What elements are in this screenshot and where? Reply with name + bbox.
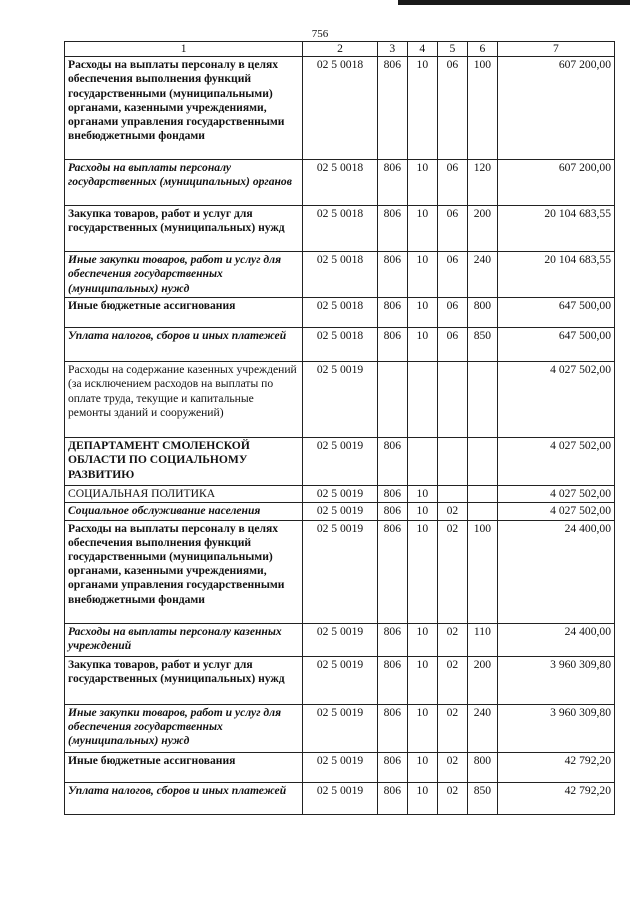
row-grbs: 806 [377, 298, 407, 328]
row-expense-type: 800 [467, 298, 497, 328]
row-target-code: 02 5 0018 [303, 328, 378, 362]
budget-table [64, 41, 615, 815]
row-amount: 42 792,20 [497, 782, 614, 814]
row-target-code: 02 5 0018 [303, 252, 378, 298]
row-expense-type [467, 362, 497, 438]
row-section: 10 [407, 623, 437, 656]
row-target-code: 02 5 0018 [303, 160, 378, 206]
row-expense-type: 200 [467, 206, 497, 252]
row-amount: 647 500,00 [497, 298, 614, 328]
header-col-5: 5 [437, 42, 467, 57]
header-col-4: 4 [407, 42, 437, 57]
table-row [65, 704, 615, 752]
row-amount: 3 960 309,80 [497, 656, 614, 704]
row-subsection: 06 [437, 252, 467, 298]
header-col-7: 7 [497, 42, 614, 57]
row-name: ДЕПАРТАМЕНТ СМОЛЕНСКОЙ ОБЛАСТИ ПО СОЦИАЛЬНОМУ РАЗВИТИЮ [65, 438, 303, 486]
row-amount: 24 400,00 [497, 520, 614, 623]
row-amount: 4 027 502,00 [497, 438, 614, 486]
row-target-code: 02 5 0018 [303, 206, 378, 252]
table-row [65, 486, 615, 503]
row-name: Иные бюджетные ассигнования [65, 298, 303, 328]
row-amount: 3 960 309,80 [497, 704, 614, 752]
row-grbs: 806 [377, 520, 407, 623]
row-target-code: 02 5 0019 [303, 362, 378, 438]
row-section: 10 [407, 298, 437, 328]
row-expense-type: 110 [467, 623, 497, 656]
row-section [407, 438, 437, 486]
row-subsection [437, 486, 467, 503]
row-grbs: 806 [377, 328, 407, 362]
row-expense-type: 850 [467, 782, 497, 814]
row-expense-type: 240 [467, 252, 497, 298]
row-target-code: 02 5 0019 [303, 656, 378, 704]
row-expense-type: 850 [467, 328, 497, 362]
row-section: 10 [407, 520, 437, 623]
row-section: 10 [407, 486, 437, 503]
row-expense-type [467, 503, 497, 520]
row-amount: 607 200,00 [497, 57, 614, 160]
table-row [65, 438, 615, 486]
row-section: 10 [407, 704, 437, 752]
table-row [65, 252, 615, 298]
row-section: 10 [407, 328, 437, 362]
header-col-3: 3 [377, 42, 407, 57]
header-col-1: 1 [65, 42, 303, 57]
row-expense-type: 200 [467, 656, 497, 704]
row-target-code: 02 5 0018 [303, 298, 378, 328]
row-grbs: 806 [377, 623, 407, 656]
row-grbs: 806 [377, 252, 407, 298]
row-grbs: 806 [377, 206, 407, 252]
row-section: 10 [407, 503, 437, 520]
row-amount: 4 027 502,00 [497, 503, 614, 520]
row-amount: 42 792,20 [497, 752, 614, 782]
page-number: 756 [311, 28, 329, 40]
row-grbs: 806 [377, 656, 407, 704]
row-name: Уплата налогов, сборов и иных платежей [65, 328, 303, 362]
row-subsection: 06 [437, 298, 467, 328]
row-grbs: 806 [377, 486, 407, 503]
row-name: Расходы на выплаты персоналу в целях обеспечения выполнения функций государственными (муниципальными) органами, казенными учреждениями, органами управления государственными внебюджетными фондами [65, 520, 303, 623]
row-target-code: 02 5 0019 [303, 520, 378, 623]
row-subsection: 06 [437, 57, 467, 160]
row-section: 10 [407, 752, 437, 782]
row-name: Иные бюджетные ассигнования [65, 752, 303, 782]
table-row [65, 520, 615, 623]
row-amount: 4 027 502,00 [497, 486, 614, 503]
header-col-2: 2 [303, 42, 378, 57]
table-row [65, 57, 615, 160]
row-expense-type [467, 438, 497, 486]
row-expense-type: 100 [467, 57, 497, 160]
row-amount: 20 104 683,55 [497, 206, 614, 252]
row-expense-type: 800 [467, 752, 497, 782]
row-name: Расходы на выплаты персоналу казенных учреждений [65, 623, 303, 656]
row-target-code: 02 5 0019 [303, 704, 378, 752]
row-subsection: 02 [437, 503, 467, 520]
table-row [65, 362, 615, 438]
row-subsection: 02 [437, 656, 467, 704]
row-name: Закупка товаров, работ и услуг для государственных (муниципальных) нужд [65, 206, 303, 252]
row-subsection [437, 362, 467, 438]
row-name: Социальное обслуживание населения [65, 503, 303, 520]
row-target-code: 02 5 0019 [303, 486, 378, 503]
row-section: 10 [407, 57, 437, 160]
row-amount: 20 104 683,55 [497, 252, 614, 298]
row-subsection: 02 [437, 782, 467, 814]
row-name: Расходы на содержание казенных учреждений (за исключением расходов на выплаты по оплате труда, текущие и капитальные ремонты зданий и сооружений) [65, 362, 303, 438]
row-name: Расходы на выплаты персоналу в целях обеспечения выполнения функций государственными (муниципальными) органами, казенными учреждениями, органами управления государственными внебюджетными фондами [65, 57, 303, 160]
header-col-6: 6 [467, 42, 497, 57]
row-section [407, 362, 437, 438]
row-target-code: 02 5 0019 [303, 782, 378, 814]
row-section: 10 [407, 782, 437, 814]
row-name: Уплата налогов, сборов и иных платежей [65, 782, 303, 814]
row-target-code: 02 5 0018 [303, 57, 378, 160]
scan-top-edge [398, 0, 630, 5]
row-expense-type: 100 [467, 520, 497, 623]
table-row [65, 503, 615, 520]
row-grbs: 806 [377, 503, 407, 520]
row-subsection: 06 [437, 206, 467, 252]
row-amount: 4 027 502,00 [497, 362, 614, 438]
row-expense-type: 120 [467, 160, 497, 206]
row-grbs: 806 [377, 704, 407, 752]
row-grbs: 806 [377, 57, 407, 160]
row-amount: 24 400,00 [497, 623, 614, 656]
row-subsection: 06 [437, 160, 467, 206]
row-target-code: 02 5 0019 [303, 752, 378, 782]
row-section: 10 [407, 160, 437, 206]
row-name: Расходы на выплаты персоналу государственных (муниципальных) органов [65, 160, 303, 206]
row-subsection [437, 438, 467, 486]
table-row [65, 328, 615, 362]
row-grbs: 806 [377, 752, 407, 782]
row-grbs: 806 [377, 782, 407, 814]
row-grbs: 806 [377, 438, 407, 486]
row-section: 10 [407, 656, 437, 704]
row-amount: 607 200,00 [497, 160, 614, 206]
row-subsection: 06 [437, 328, 467, 362]
table-row [65, 656, 615, 704]
row-grbs: 806 [377, 160, 407, 206]
row-expense-type [467, 486, 497, 503]
row-subsection: 02 [437, 752, 467, 782]
row-subsection: 02 [437, 704, 467, 752]
row-target-code: 02 5 0019 [303, 438, 378, 486]
row-section: 10 [407, 206, 437, 252]
row-target-code: 02 5 0019 [303, 623, 378, 656]
row-name: Иные закупки товаров, работ и услуг для обеспечения государственных (муниципальных) нужд [65, 252, 303, 298]
table-row [65, 623, 615, 656]
table-row [65, 782, 615, 814]
row-target-code: 02 5 0019 [303, 503, 378, 520]
table-row [65, 752, 615, 782]
row-name: СОЦИАЛЬНАЯ ПОЛИТИКА [65, 486, 303, 503]
header-row [65, 42, 615, 57]
row-expense-type: 240 [467, 704, 497, 752]
row-subsection: 02 [437, 520, 467, 623]
row-subsection: 02 [437, 623, 467, 656]
row-section: 10 [407, 252, 437, 298]
table-row [65, 206, 615, 252]
row-grbs [377, 362, 407, 438]
row-name: Иные закупки товаров, работ и услуг для обеспечения государственных (муниципальных) нужд [65, 704, 303, 752]
row-amount: 647 500,00 [497, 328, 614, 362]
table-row [65, 160, 615, 206]
row-name: Закупка товаров, работ и услуг для государственных (муниципальных) нужд [65, 656, 303, 704]
table-row [65, 298, 615, 328]
